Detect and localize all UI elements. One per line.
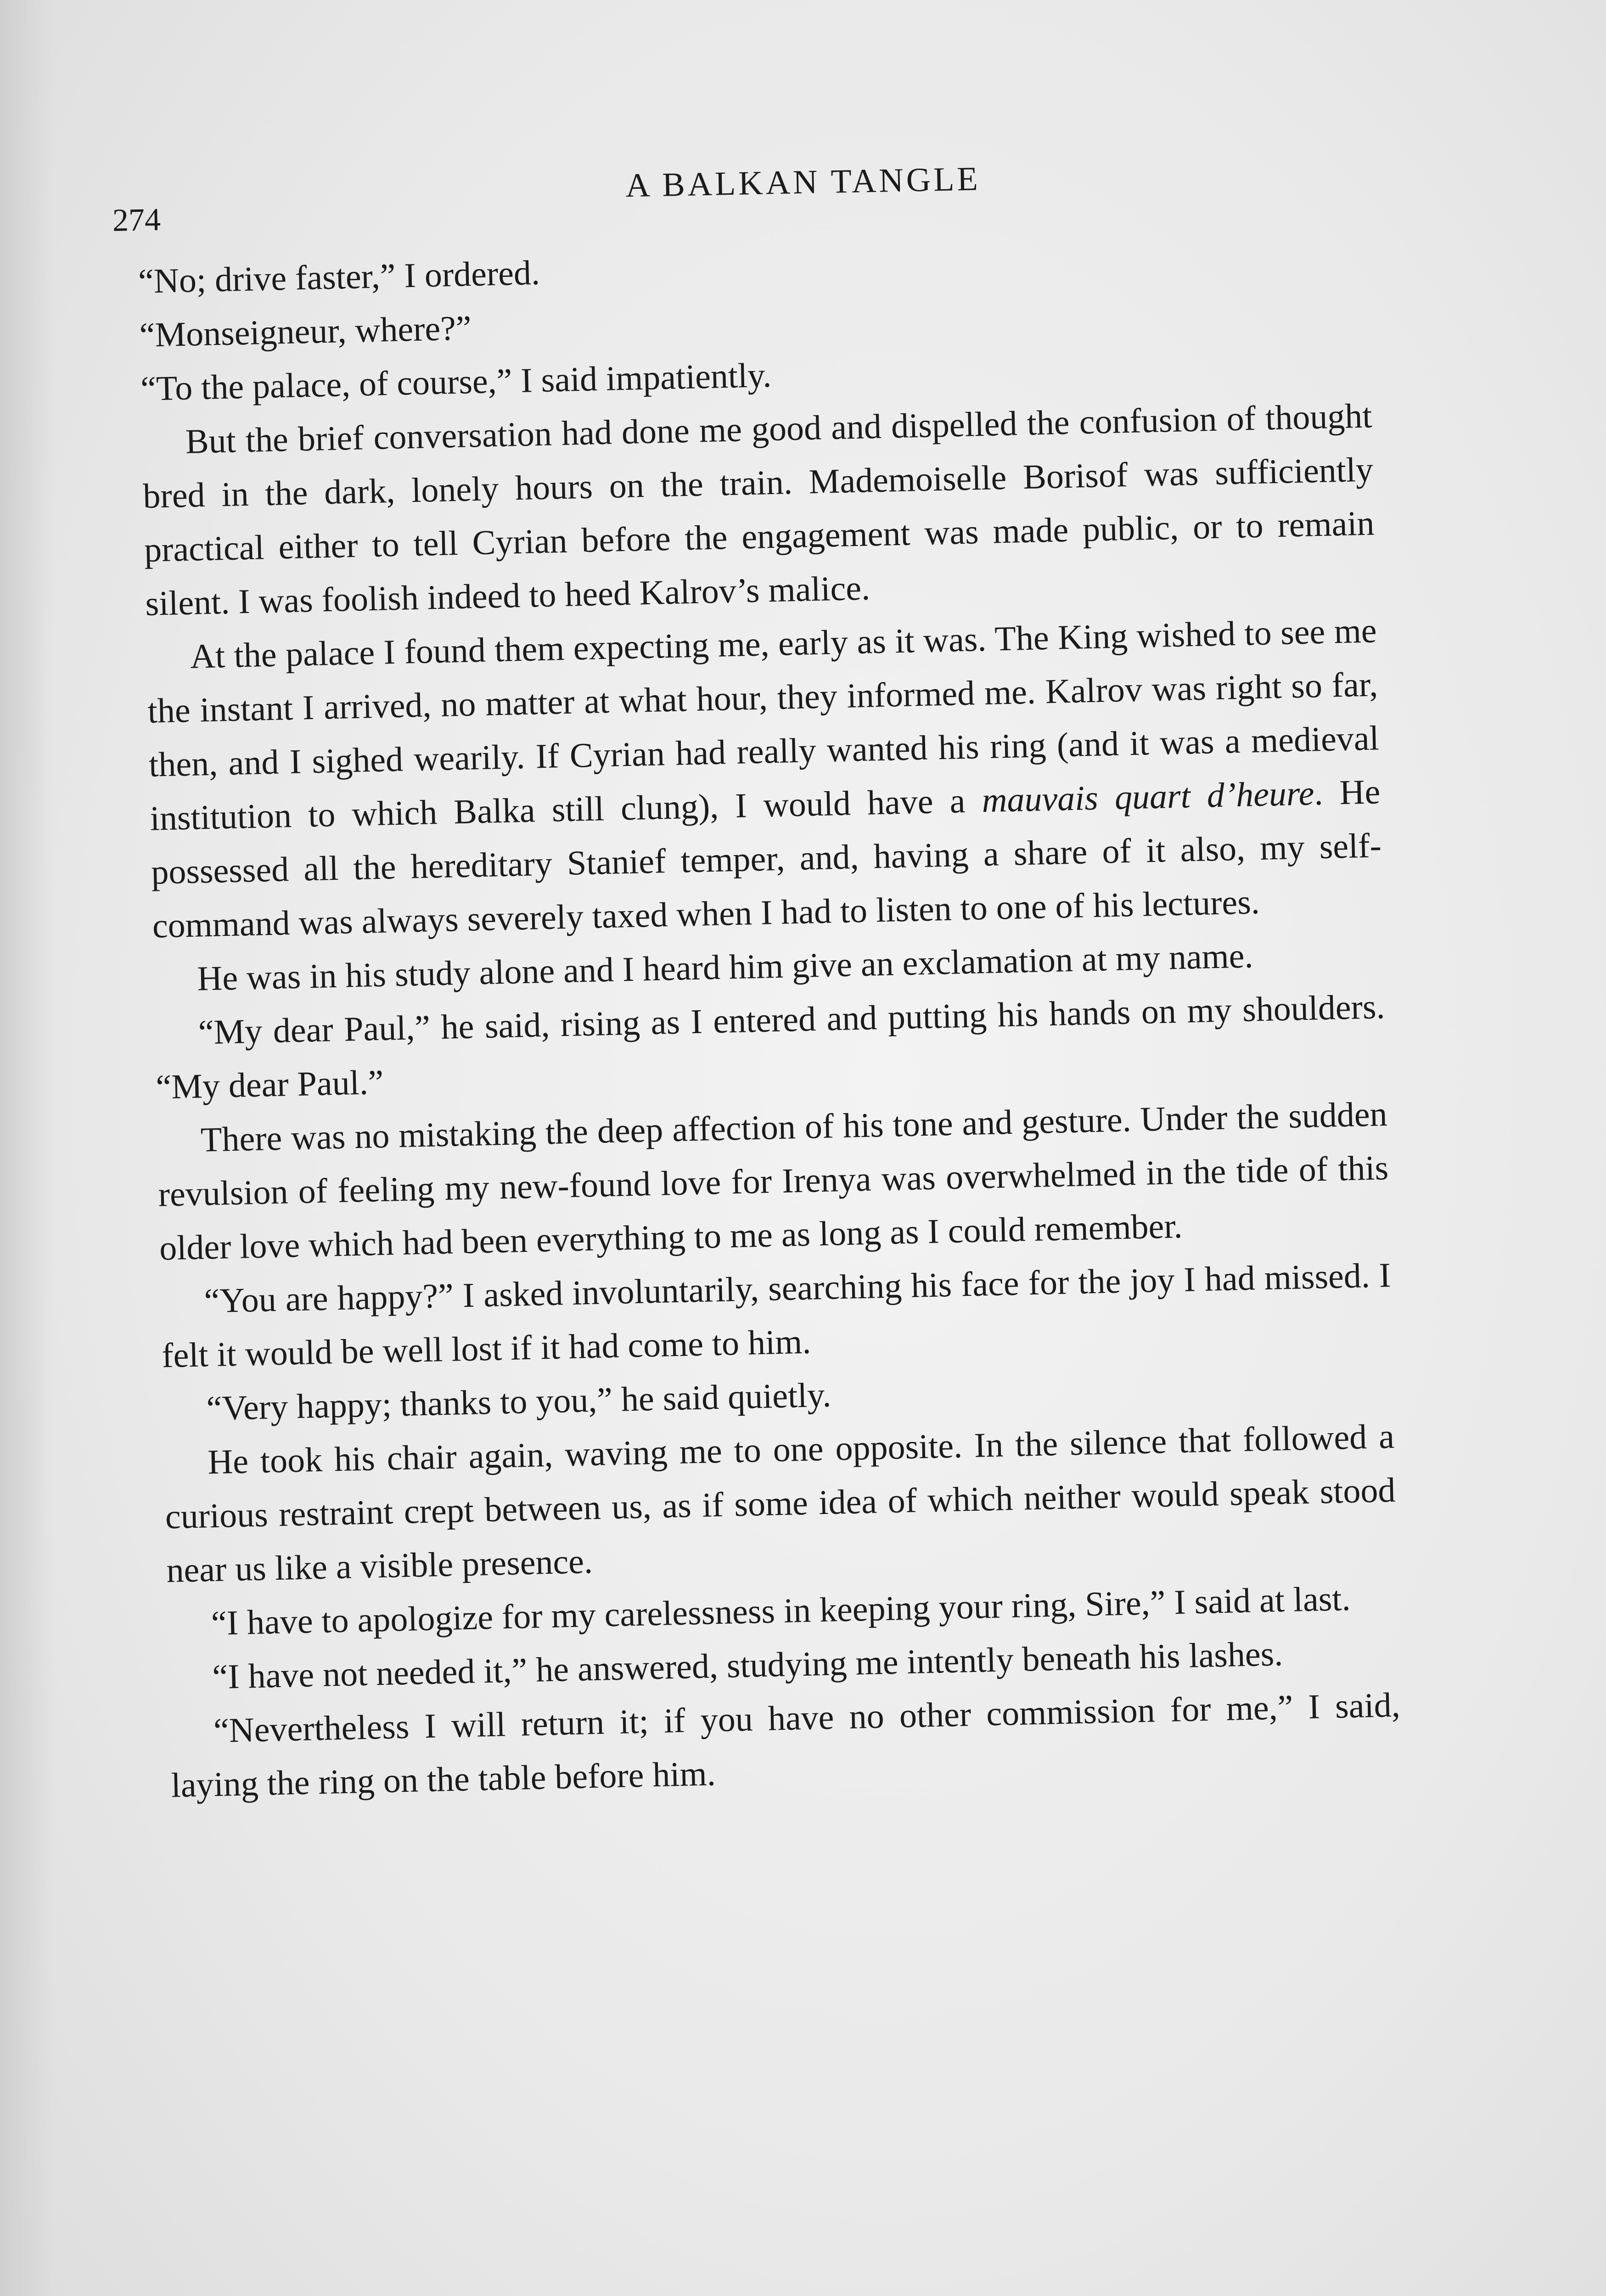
- paragraph: There was no mistaking the deep affection of his tone and gesture. Under the sudden revulsion of feeling my new-found love for Irenya was overwhelmed in the tide of this older love which had been everything to me as long as I could remember.: [157, 1095, 1389, 1268]
- page-edge-shadow: [0, 0, 55, 2296]
- paragraph: He was in his study alone and I heard him give an exclamation at my name.: [197, 936, 1254, 998]
- paragraph: “Nevertheless I will return it; if you have no other commission for me,” I said, laying the ring on the table before him.: [170, 1685, 1401, 1805]
- paragraph: “My dear Paul,” he said, rising as I entered and putting his hands on my shoulders. “My dear Paul.”: [155, 987, 1386, 1107]
- italic-phrase: mauvais quart d’heure: [981, 774, 1315, 820]
- paragraph: “You are happy?” I asked involuntarily, searching his face for the joy I had missed. I felt it would be well lost if it had come to him.: [161, 1256, 1392, 1375]
- paragraph: “Monseigneur, where?”: [139, 309, 472, 355]
- paragraph: “Very happy; thanks to you,” he said quietly.: [206, 1375, 832, 1428]
- paragraph-text: At the palace I found them expecting me, early as it was. The King wished to see me the instant I arrived, no matter at what hour, they informed me. Kalrov was right so far, then, and I sighed wearily. If Cyrian had really wanted his ring (and it was a medieval institution to which Balka still clung), I would have a: [147, 611, 1380, 838]
- paragraph: “I have to apologize for my carelessness in keeping your ring, Sire,” I said at last.: [211, 1579, 1351, 1643]
- page-number: 274: [112, 202, 161, 239]
- body-text: [138, 228, 1402, 1813]
- paragraph-text: . He possessed all the hereditary Stanief temper, and, having a share of it also, my self-command was always severely taxed when I had to listen to one of his lectures.: [151, 772, 1382, 945]
- paragraph: “No; drive faster,” I ordered.: [138, 253, 540, 301]
- paragraph: He took his chair again, waving me to one opposite. In the silence that followed a curious restraint crept between us, as if some idea of which neither would speak stood near us like a visible presence.: [165, 1417, 1396, 1590]
- paragraph: “To the palace, of course,” I said impatiently.: [140, 355, 772, 408]
- paragraph: But the brief conversation had done me good and dispelled the confusion of thought bred in the dark, lonely hours on the train. Mademoiselle Borisof was sufficiently practical either to tell Cyrian before the engagement was made public, or to remain silent. I was foolish indeed to heed Kalrov’s malice.: [142, 396, 1375, 623]
- running-head: A BALKAN TANGLE: [625, 160, 981, 205]
- paragraph: [146, 604, 1383, 953]
- paragraph: “I have not needed it,” he answered, studying me intently beneath his lashes.: [212, 1634, 1284, 1697]
